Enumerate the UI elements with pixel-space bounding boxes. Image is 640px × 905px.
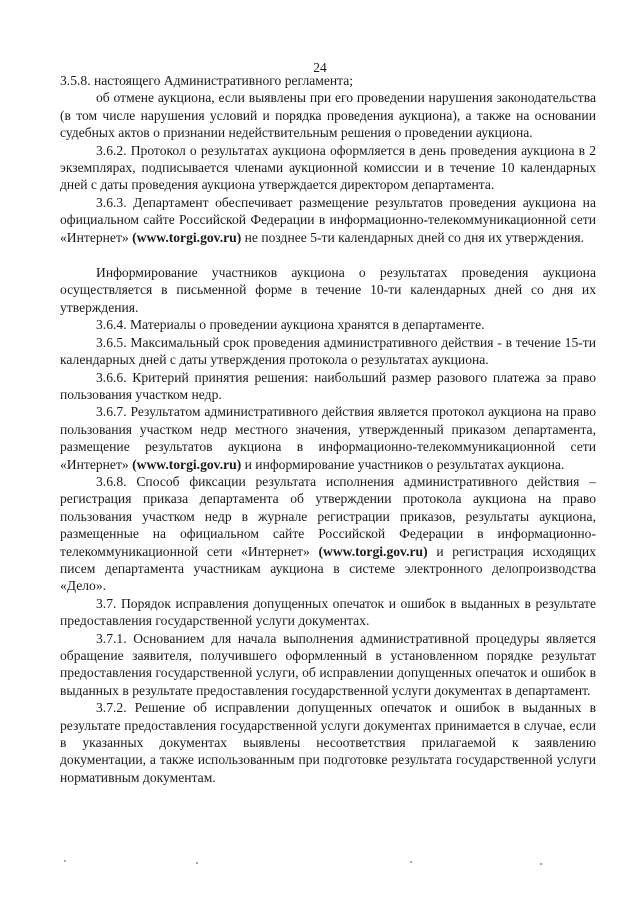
paragraph-gap: [60, 246, 596, 264]
paragraph-text: 3.6.7. Результатом административного действия является протокол аукциона на право пользования участком недр местного значения, утвержденный приказом департамента, размещение результатов аукциона в информационно-телекоммуникационной сети «Интернет»: [60, 404, 596, 472]
paragraph-text: не позднее 5-ти календарных дней со дня их утверждения.: [241, 229, 585, 245]
scan-speck: [64, 860, 66, 862]
document-body: [60, 72, 596, 786]
paragraph: [60, 316, 596, 333]
paragraph-text: 3.6.2. Протокол о результатах аукциона оформляется в день проведения аукциона в 2 экземплярах, подписывается членами аукционной комиссии и в течение 10 календарных дней с даты проведения аукциона утверждается директором департамента.: [60, 142, 596, 193]
paragraph-text: об отмене аукциона, если выявлены при его проведении нарушения законодательства (в том числе нарушения условий и порядка проведения аукциона), а также на основании судебных актов о признании недействительным решения о проведении аукциона.: [60, 90, 596, 141]
paragraph-text: 3.7. Порядок исправления допущенных опечаток и ошибок в выданных в результате предоставления государственной услуги документах.: [60, 595, 596, 629]
paragraph-text: Информирование участников аукциона о результатах проведения аукциона осуществляется в письменной форме в течение 10-ти календарных дней со дня их утверждения.: [60, 265, 596, 315]
paragraph: [60, 595, 596, 630]
paragraph-text: 3.6.3. Департамент обеспечивает размещение результатов проведения аукциона на официальном сайте Российской Федерации в информационно-телекоммуникационной сети «Интернет»: [60, 194, 596, 245]
paragraph: [60, 699, 596, 786]
paragraph-text: 3.7.2. Решение об исправлении допущенных опечаток и ошибок в выданных в результате предоставления государственной услуги документах принимается в случае, если в указанных документах выявлены несоответствия прилагаемой к заявлению документации, а также использованным при подготовке результата государственной услуги нормативным документам.: [60, 700, 596, 785]
website-url: (www.torgi.gov.ru): [132, 456, 242, 472]
page-number: 24: [313, 60, 327, 75]
paragraph: [60, 473, 596, 595]
paragraph: [60, 89, 596, 141]
website-url: (www.torgi.gov.ru): [132, 229, 242, 245]
scan-speck: [196, 862, 198, 864]
scan-speck: [540, 863, 542, 865]
paragraph-text: 3.6.6. Критерий принятия решения: наибольший размер разового платежа за право пользования участком недр.: [60, 369, 596, 402]
paragraph: [60, 403, 596, 473]
paragraph: [60, 194, 596, 246]
paragraph: [60, 142, 596, 194]
paragraph-text: 3.6.5. Максимальный срок проведения административного действия - в течение 15-ти календарных дней с даты утверждения протокола о результатах аукциона.: [60, 334, 596, 368]
paragraph-text: и регистрация исходящих писем департамента участникам аукциона в системе электронного делопроизводства «Дело».: [60, 543, 596, 594]
website-url: (www.torgi.gov.ru): [318, 543, 428, 559]
paragraph: [60, 369, 596, 404]
paragraph-text: 3.6.8. Способ фиксации результата исполнения административного действия – регистрация приказа департамента об утверждении протокола аукциона на право пользования участком недр в журнале регистрации приказов, результаты аукциона, размещенные на официальном сайте Российской Федерации в информационно-телекоммуникационной сети «Интернет»: [60, 473, 596, 559]
paragraph: [60, 264, 596, 316]
paragraph-text: и информирование участников о результатах аукциона.: [241, 456, 565, 472]
paragraph-text: 3.6.4. Материалы о проведении аукциона хранятся в департаменте.: [96, 317, 485, 333]
paragraph: [60, 630, 596, 700]
scan-speck: [410, 861, 412, 863]
paragraph-text: 3.7.1. Основанием для начала выполнения административной процедуры является обращение заявителя, получившего оформленный в установленном порядке результат предоставления государственной услуги, об исправлении допущенных опечаток и ошибок в выданных в результате предоставления государственной услуги документах в департамент.: [60, 630, 596, 698]
paragraph: [60, 334, 596, 369]
paragraph-text: 3.5.8. настоящего Административного регламента;: [60, 73, 354, 88]
